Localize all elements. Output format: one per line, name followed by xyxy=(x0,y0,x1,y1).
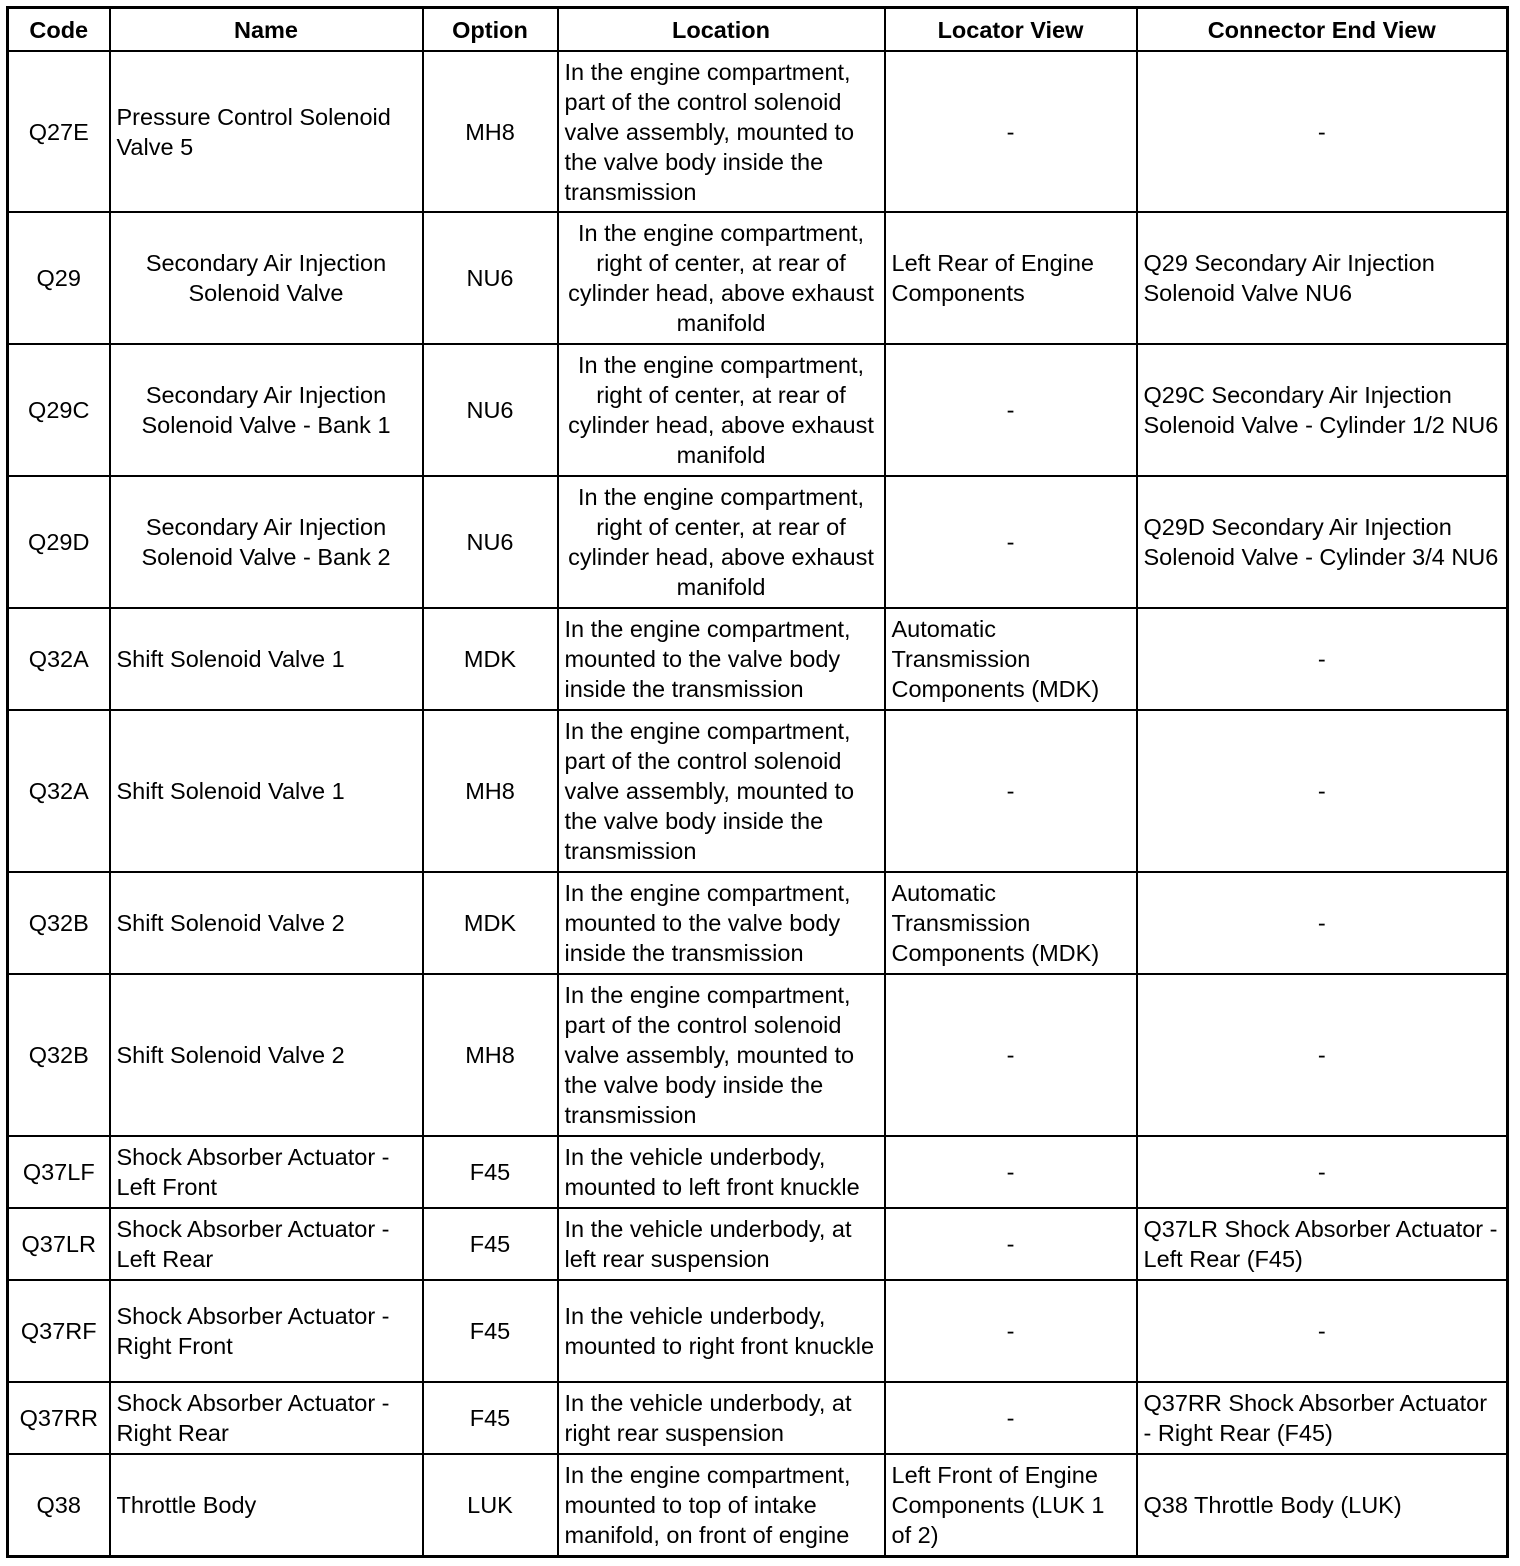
cell-locator-view: Automatic Transmission Components (MDK) xyxy=(885,608,1137,710)
cell-connector-end-view: Q29 Secondary Air Injection Solenoid Valve NU6 xyxy=(1137,212,1508,344)
cell-connector-end-view: - xyxy=(1137,974,1508,1136)
cell-location: In the engine compartment, right of center, at rear of cylinder head, above exhaust manifold xyxy=(558,476,885,608)
cell-locator-view: - xyxy=(885,974,1137,1136)
cell-location: In the engine compartment, mounted to the valve body inside the transmission xyxy=(558,872,885,974)
cell-code: Q37RF xyxy=(8,1280,110,1382)
cell-code: Q32B xyxy=(8,974,110,1136)
cell-option: MH8 xyxy=(423,974,558,1136)
cell-locator-view: - xyxy=(885,344,1137,476)
cell-option: NU6 xyxy=(423,344,558,476)
cell-option: LUK xyxy=(423,1454,558,1556)
cell-name: Secondary Air Injection Solenoid Valve - Bank 2 xyxy=(110,476,423,608)
cell-option: F45 xyxy=(423,1382,558,1454)
table-row xyxy=(8,212,1508,344)
table-row xyxy=(8,710,1508,872)
cell-location: In the engine compartment, mounted to the valve body inside the transmission xyxy=(558,608,885,710)
cell-connector-end-view: - xyxy=(1137,608,1508,710)
cell-connector-end-view: Q38 Throttle Body (LUK) xyxy=(1137,1454,1508,1556)
cell-name: Shift Solenoid Valve 1 xyxy=(110,608,423,710)
cell-location: In the engine compartment, right of center, at rear of cylinder head, above exhaust manifold xyxy=(558,344,885,476)
cell-location: In the engine compartment, mounted to top of intake manifold, on front of engine xyxy=(558,1454,885,1556)
cell-option: F45 xyxy=(423,1280,558,1382)
cell-code: Q37RR xyxy=(8,1382,110,1454)
cell-locator-view: Left Front of Engine Components (LUK 1 of 2) xyxy=(885,1454,1137,1556)
cell-connector-end-view: Q29C Secondary Air Injection Solenoid Valve - Cylinder 1/2 NU6 xyxy=(1137,344,1508,476)
cell-location: In the engine compartment, part of the control solenoid valve assembly, mounted to the valve body inside the transmission xyxy=(558,974,885,1136)
cell-option: F45 xyxy=(423,1136,558,1208)
header-name: Name xyxy=(110,8,423,52)
cell-location: In the vehicle underbody, mounted to left front knuckle xyxy=(558,1136,885,1208)
cell-connector-end-view: Q37LR Shock Absorber Actuator - Left Rear (F45) xyxy=(1137,1208,1508,1280)
cell-location: In the engine compartment, part of the control solenoid valve assembly, mounted to the valve body inside the transmission xyxy=(558,51,885,212)
cell-name: Shift Solenoid Valve 1 xyxy=(110,710,423,872)
cell-code: Q29D xyxy=(8,476,110,608)
header-code: Code xyxy=(8,8,110,52)
cell-location: In the vehicle underbody, at right rear suspension xyxy=(558,1382,885,1454)
cell-code: Q29C xyxy=(8,344,110,476)
cell-location: In the engine compartment, right of center, at rear of cylinder head, above exhaust manifold xyxy=(558,212,885,344)
table-row xyxy=(8,344,1508,476)
table-row xyxy=(8,1136,1508,1208)
cell-code: Q32A xyxy=(8,608,110,710)
cell-code: Q27E xyxy=(8,51,110,212)
header-location: Location xyxy=(558,8,885,52)
cell-locator-view: Automatic Transmission Components (MDK) xyxy=(885,872,1137,974)
cell-option: MH8 xyxy=(423,710,558,872)
table-row xyxy=(8,1454,1508,1556)
cell-option: MDK xyxy=(423,608,558,710)
cell-name: Shock Absorber Actuator - Left Rear xyxy=(110,1208,423,1280)
cell-code: Q37LR xyxy=(8,1208,110,1280)
cell-location: In the vehicle underbody, mounted to right front knuckle xyxy=(558,1280,885,1382)
cell-connector-end-view: - xyxy=(1137,1136,1508,1208)
cell-connector-end-view: - xyxy=(1137,1280,1508,1382)
cell-name: Pressure Control Solenoid Valve 5 xyxy=(110,51,423,212)
cell-locator-view: - xyxy=(885,710,1137,872)
cell-code: Q37LF xyxy=(8,1136,110,1208)
cell-option: MDK xyxy=(423,872,558,974)
cell-option: NU6 xyxy=(423,212,558,344)
cell-name: Shift Solenoid Valve 2 xyxy=(110,974,423,1136)
header-option: Option xyxy=(423,8,558,52)
cell-name: Secondary Air Injection Solenoid Valve - Bank 1 xyxy=(110,344,423,476)
document-page xyxy=(6,6,1509,1558)
cell-code: Q32A xyxy=(8,710,110,872)
cell-location: In the vehicle underbody, at left rear suspension xyxy=(558,1208,885,1280)
cell-option: MH8 xyxy=(423,51,558,212)
table-row xyxy=(8,1208,1508,1280)
cell-connector-end-view: - xyxy=(1137,710,1508,872)
cell-connector-end-view: Q37RR Shock Absorber Actuator - Right Rear (F45) xyxy=(1137,1382,1508,1454)
cell-name: Shock Absorber Actuator - Right Front xyxy=(110,1280,423,1382)
table-row xyxy=(8,1382,1508,1454)
cell-name: Throttle Body xyxy=(110,1454,423,1556)
cell-name: Shift Solenoid Valve 2 xyxy=(110,872,423,974)
cell-locator-view: - xyxy=(885,1136,1137,1208)
header-connector-end-view: Connector End View xyxy=(1137,8,1508,52)
cell-locator-view: - xyxy=(885,51,1137,212)
cell-option: NU6 xyxy=(423,476,558,608)
cell-option: F45 xyxy=(423,1208,558,1280)
cell-code: Q38 xyxy=(8,1454,110,1556)
cell-locator-view: - xyxy=(885,476,1137,608)
cell-connector-end-view: - xyxy=(1137,872,1508,974)
header-locator-view: Locator View xyxy=(885,8,1137,52)
cell-connector-end-view: - xyxy=(1137,51,1508,212)
cell-locator-view: Left Rear of Engine Components xyxy=(885,212,1137,344)
cell-locator-view: - xyxy=(885,1280,1137,1382)
cell-locator-view: - xyxy=(885,1208,1137,1280)
cell-location: In the engine compartment, part of the control solenoid valve assembly, mounted to the valve body inside the transmission xyxy=(558,710,885,872)
table-row xyxy=(8,974,1508,1136)
cell-connector-end-view: Q29D Secondary Air Injection Solenoid Valve - Cylinder 3/4 NU6 xyxy=(1137,476,1508,608)
cell-code: Q29 xyxy=(8,212,110,344)
cell-name: Secondary Air Injection Solenoid Valve xyxy=(110,212,423,344)
cell-name: Shock Absorber Actuator - Right Rear xyxy=(110,1382,423,1454)
table-row xyxy=(8,1280,1508,1382)
cell-name: Shock Absorber Actuator - Left Front xyxy=(110,1136,423,1208)
table-row xyxy=(8,608,1508,710)
table-row xyxy=(8,476,1508,608)
table-row xyxy=(8,872,1508,974)
cell-code: Q32B xyxy=(8,872,110,974)
cell-locator-view: - xyxy=(885,1382,1137,1454)
table-header-row xyxy=(8,8,1508,52)
component-locator-table xyxy=(6,6,1509,1558)
table-row xyxy=(8,51,1508,212)
